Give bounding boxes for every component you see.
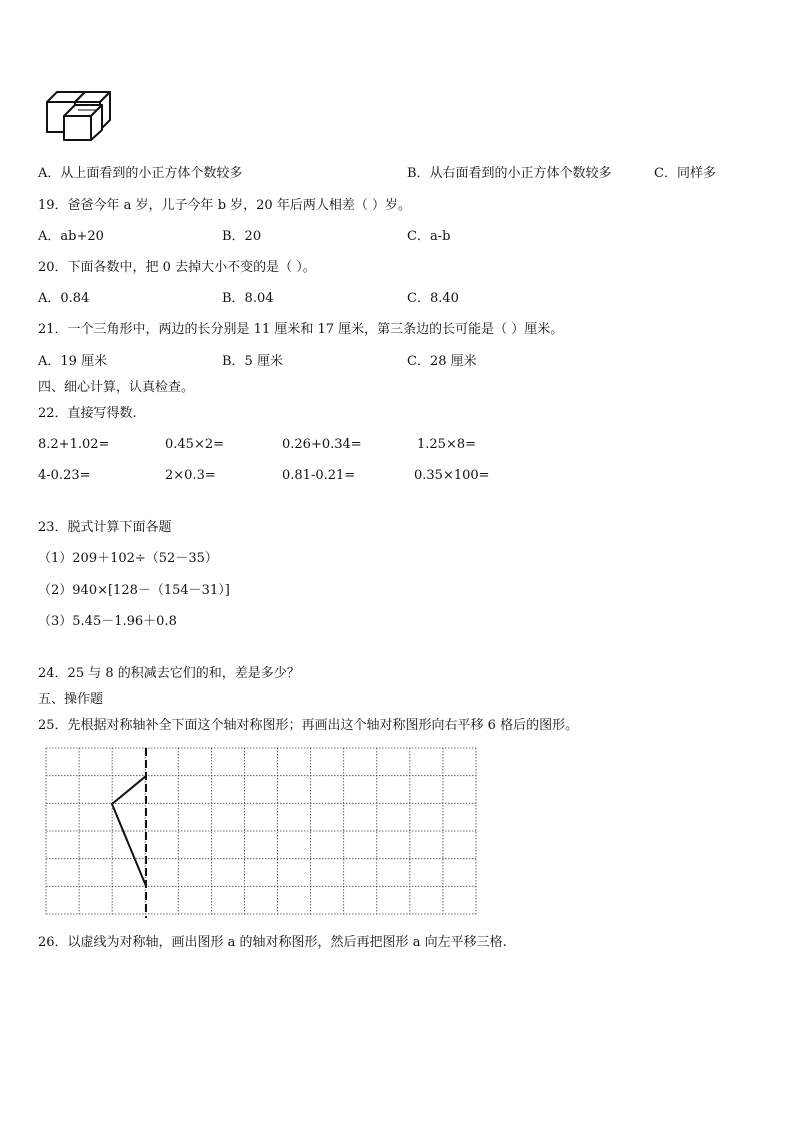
q20-question: 20．下面各数中，把 0 去掉大小不变的是（ ）。 — [38, 260, 316, 275]
q21-question: 21．一个三角形中，两边的长分别是 11 厘米和 17 厘米，第三条边的长可能是（ ）厘米。 — [38, 322, 564, 337]
q18-option-a: A．从上面看到的小正方体个数较多 — [38, 166, 243, 181]
q19-question: 19．爸爸今年 a 岁，儿子今年 b 岁，20 年后两人相差（ ）岁。 — [38, 198, 411, 213]
q22-expr-r2c4: 0.35×100= — [414, 468, 490, 483]
section-4-title: 四、细心计算，认真检查。 — [38, 380, 195, 395]
q20-option-c: C．8.40 — [407, 291, 459, 306]
q23-title: 23．脱式计算下面各题 — [38, 520, 172, 535]
q22-title: 22．直接写得数. — [38, 406, 137, 421]
q18-option-b: B．从右面看到的小正方体个数较多 — [407, 166, 612, 181]
q19-option-a: A．ab+20 — [38, 229, 104, 244]
q23-item-1: （1）209＋102÷（52－35） — [38, 551, 218, 566]
q25-grid-figure — [46, 748, 478, 918]
q24-question: 24．25 与 8 的积减去它们的和，差是多少？ — [38, 666, 300, 681]
half-figure — [112, 776, 146, 886]
cube-stack-figure — [44, 90, 114, 140]
q23-item-3: （3）5.45－1.96＋0.8 — [38, 614, 177, 629]
q18-option-c: C．同样多 — [654, 166, 716, 181]
q26-question: 26．以虚线为对称轴，画出图形 a 的轴对称图形，然后再把图形 a 向左平移三格. — [38, 935, 507, 950]
q20-option-a: A．0.84 — [38, 291, 90, 306]
q21-option-b: B．5 厘米 — [222, 354, 283, 369]
q19-option-c: C．a-b — [407, 229, 451, 244]
q25-question: 25．先根据对称轴补全下面这个轴对称图形；再画出这个轴对称图形向右平移 6 格后的图形。 — [38, 718, 579, 733]
q20-option-b: B．8.04 — [222, 291, 274, 306]
q22-expr-r1c3: 0.26+0.34= — [282, 437, 362, 452]
q23-item-2: （2）940×[128－（154－31）] — [38, 583, 230, 598]
q22-expr-r2c2: 2×0.3= — [165, 468, 216, 483]
q21-option-a: A．19 厘米 — [38, 354, 108, 369]
q22-expr-r1c1: 8.2+1.02= — [38, 437, 110, 452]
q19-option-b: B．20 — [222, 229, 262, 244]
q22-expr-r1c2: 0.45×2= — [165, 437, 225, 452]
section-5-title: 五、操作题 — [38, 692, 104, 707]
q21-option-c: C．28 厘米 — [407, 354, 477, 369]
q22-expr-r2c3: 0.81-0.21= — [282, 468, 356, 483]
q22-expr-r2c1: 4-0.23= — [38, 468, 91, 483]
q22-expr-r1c4: 1.25×8= — [417, 437, 477, 452]
